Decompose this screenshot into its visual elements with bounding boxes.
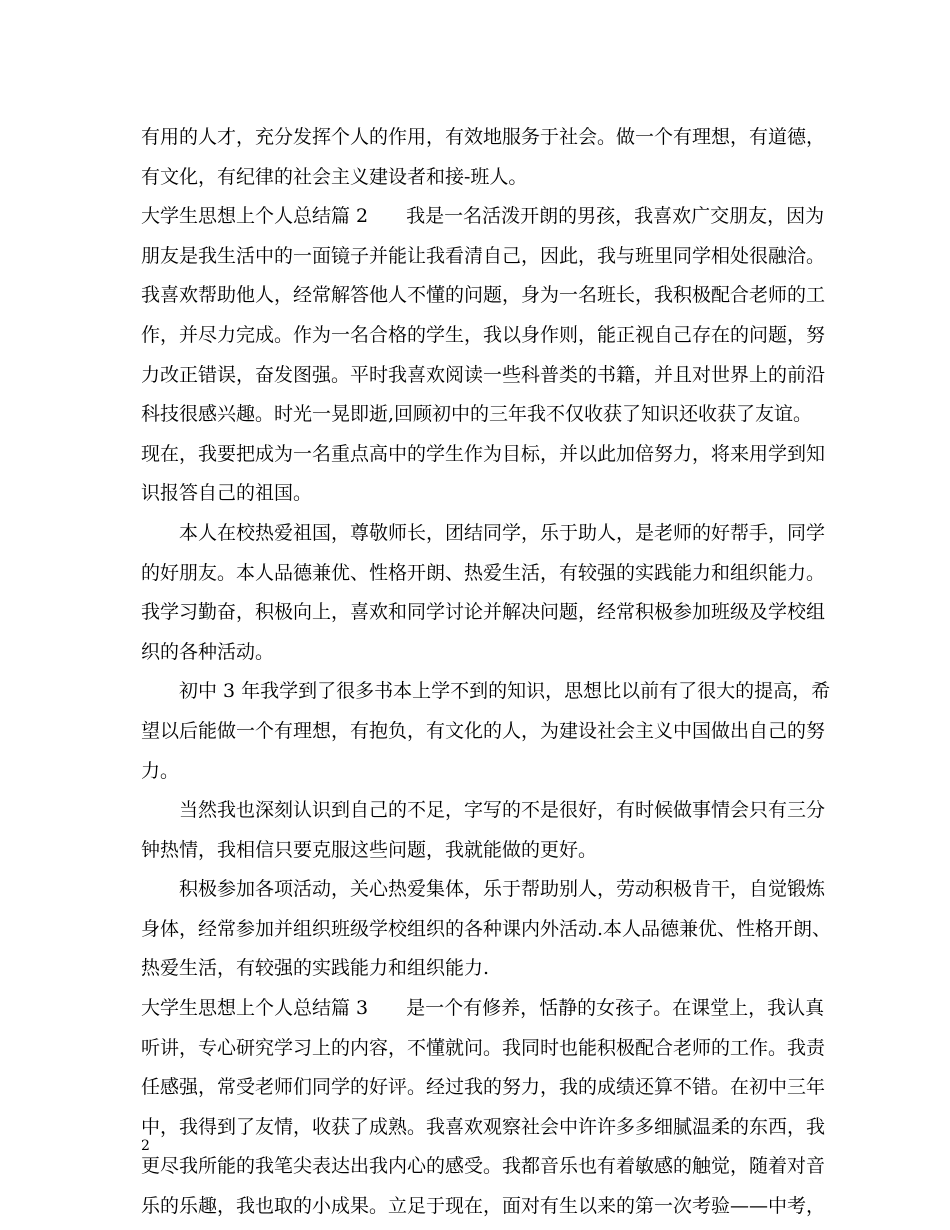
paragraph-start-line: 积极参加各项活动，关心热爱集体，乐于帮助别人，劳动积极肯干，自觉锻炼 [179, 878, 826, 901]
text-line: 我学习勤奋，积极向上，喜欢和同学讨论并解决问题，经常积极参加班级及学校组 [141, 601, 826, 624]
text-line: 有文化，有纪律的社会主义建设者和接-班人。 [141, 165, 528, 188]
text-line: 识报答自己的祖国。 [141, 482, 313, 505]
text-line: 听讲，专心研究学习上的内容，不懂就问。我同时也能积极配合老师的工作。我责 [141, 1036, 826, 1059]
text-line: 望以后能做一个有理想，有抱负，有文化的人，为建设社会主义中国做出自己的努 [141, 719, 826, 742]
text-line: 作，并尽力完成。作为一名合格的学生，我以身作则，能正视自己存在的问题，努 [141, 323, 826, 346]
text-line: 有用的人才，充分发挥个人的作用，有效地服务于社会。做一个有理想，有道德， [141, 126, 826, 148]
text-line: 钟热情，我相信只要克服这些问题，我就能做的更好。 [141, 838, 598, 861]
paragraph-start-line: 当然我也深刻认识到自己的不足，字写的不是很好，有时候做事情会只有三分 [179, 799, 826, 822]
page-number: 2 [141, 1138, 150, 1154]
text-line: 力。 [141, 759, 180, 782]
text-line: 的好朋友。本人品德兼优、性格开朗、热爱生活，有较强的实践能力和组织能力。 [141, 561, 826, 584]
text-line: 是一个有修养，恬静的女孩子。在课堂上，我认真 [406, 997, 825, 1020]
section-title-line [141, 989, 825, 1029]
text-line: 身体，经常参加并组织班级学校组织的各种课内外活动.本人品德兼优、性格开朗、 [141, 917, 832, 940]
text-line: 更尽我所能的我笔尖表达出我内心的感受。我都音乐也有着敏感的触觉，随着对音 [141, 1155, 826, 1178]
text-line: 现在，我要把成为一名重点高中的学生作为目标，并以此加倍努力，将来用学到知 [141, 442, 826, 465]
paragraph-start-line: 本人在校热爱祖国，尊敬师长，团结同学，乐于助人，是老师的好帮手，同学 [179, 521, 826, 544]
text-line: 中，我得到了友情，收获了成熟。我喜欢观察社会中许许多多细腻温柔的东西，我 [141, 1115, 826, 1138]
text-line: 我是一名活泼开朗的男孩，我喜欢广交朋友，因为 [406, 205, 825, 228]
section-title-line [141, 197, 825, 237]
text-line: 任感强，常受老师们同学的好评。经过我的努力，我的成绩还算不错。在初中三年 [141, 1076, 826, 1099]
text-line: 乐的乐趣，我也取的小成果。立足于现在，面对有生以来的第一次考验——中考， [141, 1195, 826, 1218]
text-line: 朋友是我生活中的一面镜子并能让我看清自己，因此，我与班里同学相处很融洽。 [141, 244, 826, 267]
text-line: 力改正错误，奋发图强。平时我喜欢阅读一些科普类的书籍，并且对世界上的前沿 [141, 363, 826, 386]
text-line: 织的各种活动。 [141, 640, 275, 663]
section-title: 大学生思想上个人总结篇 2 [141, 205, 369, 228]
section-title: 大学生思想上个人总结篇 3 [141, 997, 369, 1020]
paragraph-start-line: 初中 3 年我学到了很多书本上学不到的知识，思想比以前有了很大的提高，希 [179, 680, 831, 703]
text-line: 热爱生活，有较强的实践能力和组织能力. [141, 957, 490, 980]
document-body [141, 118, 832, 1227]
text-line: 我喜欢帮助他人，经常解答他人不懂的问题，身为一名班长，我积极配合老师的工 [141, 284, 826, 307]
text-line: 科技很感兴趣。时光一晃即逝,回顾初中的三年我不仅收获了知识还收获了友谊。 [141, 403, 813, 426]
